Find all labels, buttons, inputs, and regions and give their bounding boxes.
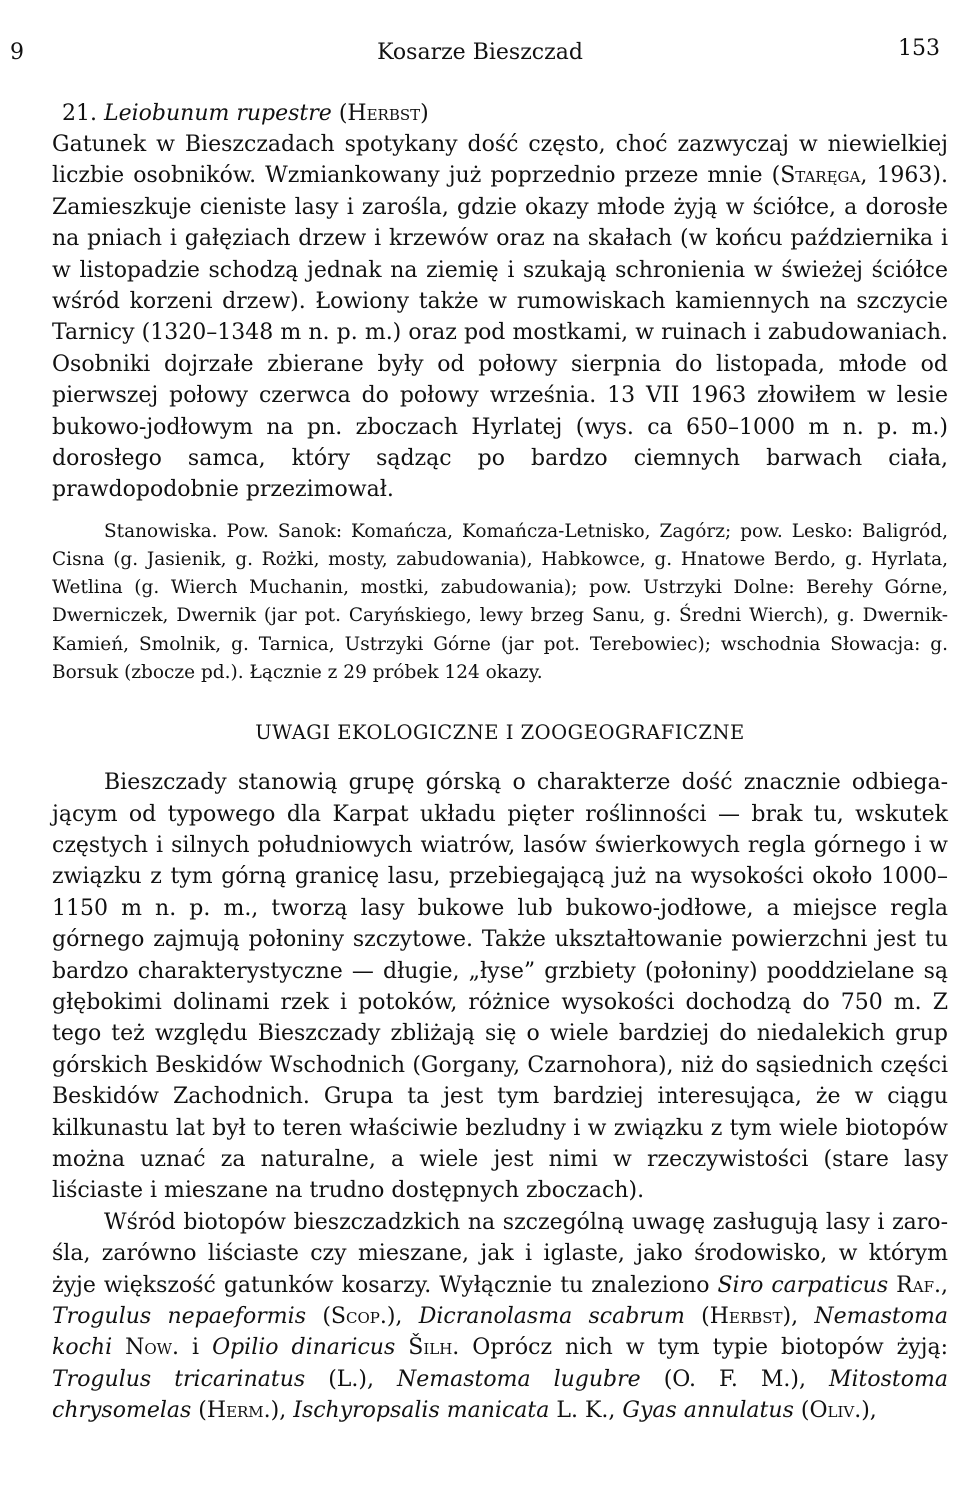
text-run: , xyxy=(791,1304,815,1329)
species-number: 21. xyxy=(62,101,97,126)
cited-author: Staręga xyxy=(780,163,861,189)
species-author: L. K. xyxy=(556,1398,609,1424)
left-marker: 9 xyxy=(10,40,24,65)
species-name: Ischyropsalis manicata xyxy=(293,1398,550,1424)
text-run: Oprócz nich w tym typie biotopów żyją: xyxy=(459,1335,948,1361)
species-author: (Herm.) xyxy=(198,1398,280,1424)
species-name: Dicranolasma scabrum xyxy=(418,1304,685,1329)
text-run: , xyxy=(798,1366,829,1392)
text-run: , xyxy=(608,1398,623,1424)
species-name: Mitostoma chrysomelas xyxy=(52,1366,948,1424)
species-name: Nemastoma lugubre xyxy=(396,1366,641,1392)
stations-paragraph: Stanowiska. Pow. Sanok: Komańcza, Komańcza-Letnisko, Zagórz; pow. Lesko: Baligród, Cisna (g. Jasienik, g. Rożki, mosty, zabudowania), Habkowce, g. Hnatowe Berdo, g. Hyrlata, Wetlina (g. Wierch Muchanin, mostki, zabudowania); pow. Ustrzyki Dolne: Berehy Górne, Dwerniczek, Dwernik (jar pot. Caryńskiego, lewy brzeg Sanu, g. Średni Wierch), g. Dwernik-Kamień, Smolnik, g. Tarnica, Ustrzyki Górne (jar pot. Terebowiec); wschodnia Słowacja: g. Borsuk (zbocze pd.). Łącznie z 29 próbek 124 okazy. xyxy=(52,520,948,683)
running-header xyxy=(10,22,950,70)
species-name: Gyas annulatus xyxy=(622,1398,794,1424)
running-title: Kosarze Bieszczad xyxy=(377,40,583,65)
species-author: (Scop.) xyxy=(322,1304,396,1329)
text-run: , xyxy=(869,1398,877,1424)
species-author: Raf. xyxy=(896,1272,941,1298)
species-name: Nemastoma kochi xyxy=(52,1304,948,1361)
species-heading xyxy=(10,98,950,129)
species-author: (Herbst) xyxy=(338,101,429,126)
species-name: Leiobunum rupestre xyxy=(104,101,332,126)
text-run: , xyxy=(366,1366,397,1392)
species-author: (Herbst) xyxy=(701,1304,792,1329)
species-name: Siro carpaticus xyxy=(717,1272,889,1298)
species-text-a: Gatunek w Bieszczadach spotykany dość często, choć zazwyczaj w niewielkiej liczbie osobników. Wzmiankowany już poprzednio przeze mnie ( xyxy=(52,132,948,189)
species-name: Trogulus tricarinatus xyxy=(52,1366,306,1392)
species-author: Now. xyxy=(125,1335,180,1361)
document-page xyxy=(10,22,950,1427)
species-author: Šilh. xyxy=(408,1335,460,1361)
species-description xyxy=(10,129,950,506)
text-run: i xyxy=(179,1335,213,1361)
species-name: Trogulus nepaeformis xyxy=(52,1304,306,1329)
species-author: (O. F. M.) xyxy=(663,1366,799,1392)
species-paragraph xyxy=(52,129,948,506)
section-paragraph-1: Bieszczady stanowią grupę górską o charakterze dość znacznie odbiegającym od typowego dla Karpat układu pięter roślinności — brak tu, wskutek częstych i silnych południowych wiatrów, lasów świerkowych regla górnego i w związku z tym górną granicę lasu, przebiegającą już na wysokości około 1000–1150 m n. p. m., tworzą lasy bukowe lub bukowo-jodłowe, a miejsce regla górnego zajmują połoniny szczytowe. Także ukształtowanie powierzchni jest tu bardzo charakterystyczne — długie, „łyse” grzbiety (połoniny) pooddzielane są głębokimi dolinami rzek i potoków, różnice wysokości dochodzą do 750 m. Z tego też względu Bieszczady zbliżają się o wiele bardziej do niedalekich grup górskich Beskidów Wschodnich (Gorgany, Czarnohora), niż do sąsiednich części Beskidów Zachodnich. Grupa ta jest tym bardziej interesująca, że w ciągu kilkunastu lat był to teren właściwie bezludny i w związku z tym wiele biotopów można uznać za naturalne, a wiele jest nimi w rzeczywistości (stare lasy liściaste i mieszane na trudno dostępnych zboczach). xyxy=(52,770,948,1204)
species-author: (L.) xyxy=(328,1366,367,1392)
text-run: , xyxy=(395,1304,419,1329)
species-text-b: , 1963). Zamieszkuje cieniste lasy i zarośla, gdzie okazy młode żyją w ściółce, a dorosłe na pniach i gałęziach drzew i krzewów oraz na skałach (w końcu października i w listopadzie schodzą jednak na ziemię i szukają schronienia w świeżej ściółce wśród korzeni drzew). Łowiony także w rumowiskach kamiennych na szczycie Tarnicy (1320–1348 m n. p. m.) oraz pod mostkami, w ruinach i zabudowaniach. Osobniki dojrzałe zbierane były od połowy sierpnia do listopada, młode od pierwszej połowy czerwca do połowy września. 13 VII 1963 złowiłem w lesie bukowo-jodłowym na pn. zboczach Hyrlatej (wys. ca 650–1000 m n. p. m.) dorosłego samca, który sądząc po bardzo ciemnych barwach ciała, prawdopodobnie przezimował. xyxy=(52,163,948,503)
text-run: , xyxy=(279,1398,294,1424)
section-paragraph-2 xyxy=(52,1207,948,1427)
species-author: (Oliv.) xyxy=(800,1398,870,1424)
species-name: Opilio dinaricus xyxy=(212,1335,396,1361)
text-run: Wśród biotopów bieszczadzkich na szczególną uwagę zasługują lasy i zarośla, zarówno liściaste czy mieszane, jak i iglaste, jako środowisko, w którym żyje większość gatunków kosarzy. Wyłącznie tu znaleziono xyxy=(52,1209,948,1298)
page-number: 153 xyxy=(898,36,940,61)
text-run: , xyxy=(940,1272,948,1298)
section-body xyxy=(10,767,950,1427)
section-title: UWAGI EKOLOGICZNE I ZOOGEOGRAFICZNE xyxy=(255,721,745,745)
stations-list xyxy=(10,518,950,687)
